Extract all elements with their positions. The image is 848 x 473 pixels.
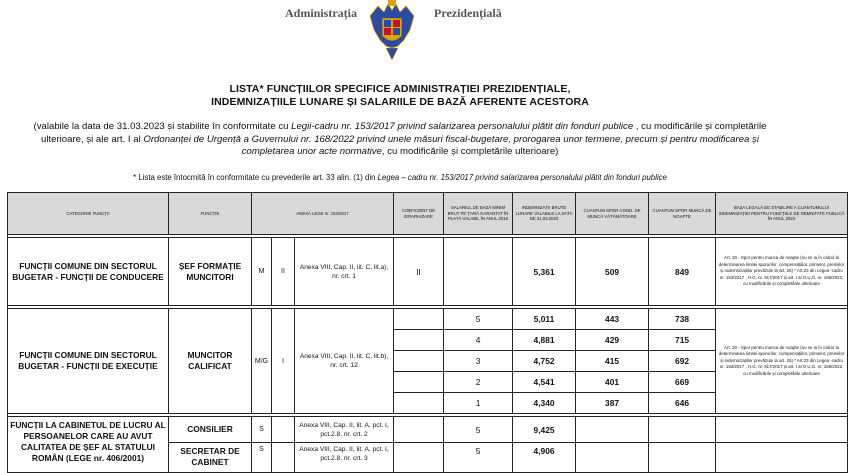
level-coef: 4 xyxy=(444,330,513,351)
row4-indemn: 4,906 xyxy=(513,443,576,473)
row2-grade: I xyxy=(272,309,295,414)
row3-legal-empty xyxy=(716,417,848,443)
level-spor-noapte: 669 xyxy=(649,372,716,393)
row2-category: FUNCȚII COMUNE DIN SECTORUL BUGETAR - FUNCȚII DE EXECUȚIE xyxy=(8,309,169,414)
row2-coef-empty xyxy=(394,372,444,393)
row4-spor-cond-empty xyxy=(576,443,649,473)
level-spor-noapte: 692 xyxy=(649,351,716,372)
row2-annex: Anexa VIII, Cap. II, lit. C, lit.b), nr. crt. 12 xyxy=(295,309,394,414)
row1-spor-noapte: 849 xyxy=(649,238,716,306)
level-coef: 5 xyxy=(444,309,513,330)
table-row xyxy=(8,417,848,443)
level-spor-cond: 443 xyxy=(576,309,649,330)
document-note: * Lista este întocmită în conformitate cu prevederile art. 33 alin. (1) din Legea – cadru nr. 153/2017 privind salarizarea personalului plătit din fonduri publice xyxy=(133,173,667,182)
row3-grade-empty xyxy=(272,417,295,443)
row3-function: CONSILIER xyxy=(169,417,252,443)
header-annex: ANEXĂ LEGE nr. 153/2017 xyxy=(252,193,394,235)
level-spor-noapte: 738 xyxy=(649,309,716,330)
row2-function: MUNCITOR CALIFICAT xyxy=(169,309,252,414)
document-title-line2: INDEMNIZAȚIILE LUNARE ȘI SALARIILE DE BAZĂ AFERENTE ACESTORA xyxy=(211,96,589,108)
row1-legal: Art. 20 - Spor pentru munca de noapte (nu se ia în calcul la determinarea limitei sporurilor, compensațiilor, primelor, premiilor și indemnizațiilor prevăzute la art. 25) * Art.23 din Legea -cadru nr. 153/2017 , H.G. nr. 917/2017 și art. I al O.U.G. nr. 168/2022, cu modificările și completările ulterioare xyxy=(716,238,848,306)
row3-spor-noapte-empty xyxy=(649,417,716,443)
row1-annex: Anexa VIII, Cap. II, lit. C, lit.a), nr. crt. 1 xyxy=(295,238,394,306)
row1-spor-cond: 509 xyxy=(576,238,649,306)
row3-annex: Anexa VIII, Cap. II, lit. A, pct. I, pct.2.8, nr. crt. 2 xyxy=(295,417,394,443)
row4-grade-empty xyxy=(272,443,295,473)
level-indemn: 4,752 xyxy=(513,351,576,372)
row3-studies: S xyxy=(252,417,272,443)
header-spor-cond: CUANTUM SPOR COND. DE MUNCĂ VĂTĂMĂTOARE xyxy=(576,193,649,235)
table-row xyxy=(8,309,848,330)
level-spor-noapte: 646 xyxy=(649,393,716,414)
row2-coef-empty xyxy=(394,351,444,372)
level-coef: 3 xyxy=(444,351,513,372)
row4-annex: Anexa VIII, Cap. II, lit. A, pct. I, pct.2.8, nr. crt. 3 xyxy=(295,443,394,473)
table-header-row xyxy=(8,193,848,235)
header-right-text: Prezidențială xyxy=(434,6,502,20)
row4-studies: S xyxy=(252,443,272,473)
row3-indemn: 9,425 xyxy=(513,417,576,443)
row1-function: ȘEF FORMAȚIE MUNCITORI xyxy=(169,238,252,306)
level-spor-cond: 415 xyxy=(576,351,649,372)
document-subtitle: (valabile la data de 31.03.2023 și stabilite în conformitate cu Legii-cadru nr. 153/2017 privind salarizarea personalului plătit din fonduri publice , cu modificările și completările ulterioare, și ale art. I al Ordonanței de Urgență a Guvernului nr. 168/2022 privind unele măsuri fiscal-bugetare, prorogarea unor termene, precum și pentru modificarea și completarea unor acte normative, cu modificările și completările ulterioare) xyxy=(33,121,767,157)
row4-function: SECRETAR DE CABINET xyxy=(169,443,252,473)
header-coef: COEFICIENT DE IERARHIZARE xyxy=(394,193,444,235)
level-spor-cond: 401 xyxy=(576,372,649,393)
header-legal: BAZA LEGALĂ DE STABILIRE A CUANTUMULUI INDEMNIZAȚIEI PENTRU FUNCȚIILE DE DEMNITATE PUBLICĂ ÎN ANUL 2023 xyxy=(716,193,848,235)
row4-spor-noapte-empty xyxy=(649,443,716,473)
row4-legal-empty xyxy=(716,443,848,473)
row2-coef-empty xyxy=(394,393,444,414)
header-min-salary: SALARIUL DE BAZĂ MINIM BRUT PE ȚARĂ GARANTAT ÎN PLATĂ VALABIL ÎN ANUL 2018 xyxy=(444,193,513,235)
header-function: FUNCȚIE xyxy=(169,193,252,235)
row1-coef: II xyxy=(394,238,444,306)
row3-coef: 5 xyxy=(444,417,513,443)
table-row xyxy=(8,238,848,306)
row3-spor-cond-empty xyxy=(576,417,649,443)
level-indemn: 5,011 xyxy=(513,309,576,330)
row2-coef-empty xyxy=(394,309,444,330)
row4-coef: 5 xyxy=(444,443,513,473)
row3-coef-empty xyxy=(394,417,444,443)
row4-coef-empty xyxy=(394,443,444,473)
level-indemn: 4,340 xyxy=(513,393,576,414)
level-indemn: 4,881 xyxy=(513,330,576,351)
level-coef: 1 xyxy=(444,393,513,414)
row2-legal: Art. 20 - Spor pentru munca de noapte (nu se ia în calcul la determinarea limitei sporurilor, compensațiilor, primelor, premiilor și indemnizațiilor prevăzute la art. 25) * Art.23 din Legea -cadru nr. 153/2017 , H.G. nr. 917/2017 și art. I al O.U.G. nr. 168/2022, cu modificările și completările ulterioare xyxy=(716,309,848,414)
row1-studies: M xyxy=(252,238,272,306)
header-indemn: INDEMNIZAȚII BRUTE LUNARE VALABILE LA DATA DE 31.03.2023 xyxy=(513,193,576,235)
level-spor-noapte: 715 xyxy=(649,330,716,351)
row1-indemn: 5,361 xyxy=(513,238,576,306)
salary-table xyxy=(7,192,848,473)
row1-category: FUNCȚII COMUNE DIN SECTORUL BUGETAR - FUNCȚII DE CONDUCERE xyxy=(8,238,169,306)
row1-grade: II xyxy=(272,238,295,306)
level-spor-cond: 387 xyxy=(576,393,649,414)
row2-coef-empty xyxy=(394,330,444,351)
row1-min-salary xyxy=(444,238,513,306)
header-category: CATEGORIE FUNCȚII xyxy=(8,193,169,235)
level-coef: 2 xyxy=(444,372,513,393)
romania-coat-of-arms-logo xyxy=(366,0,418,62)
row3-category: FUNCȚII LA CABINETUL DE LUCRU AL PERSOANELOR CARE AU AVUT CALITATEA DE ȘEF AL STATULUI ROMÂN (LEGE nr. 406/2001) xyxy=(8,417,169,473)
level-indemn: 4,541 xyxy=(513,372,576,393)
level-spor-cond: 429 xyxy=(576,330,649,351)
header-left-text: Administrația xyxy=(285,6,357,20)
row2-studies: M/G xyxy=(252,309,272,414)
document-title-line1: LISTA* FUNCȚIILOR SPECIFICE ADMINISTRAȚIEI PREZIDENȚIALE, xyxy=(229,83,571,95)
header-spor-noapte: CUANTUM SPOR MUNCĂ DE NOAPTE xyxy=(649,193,716,235)
